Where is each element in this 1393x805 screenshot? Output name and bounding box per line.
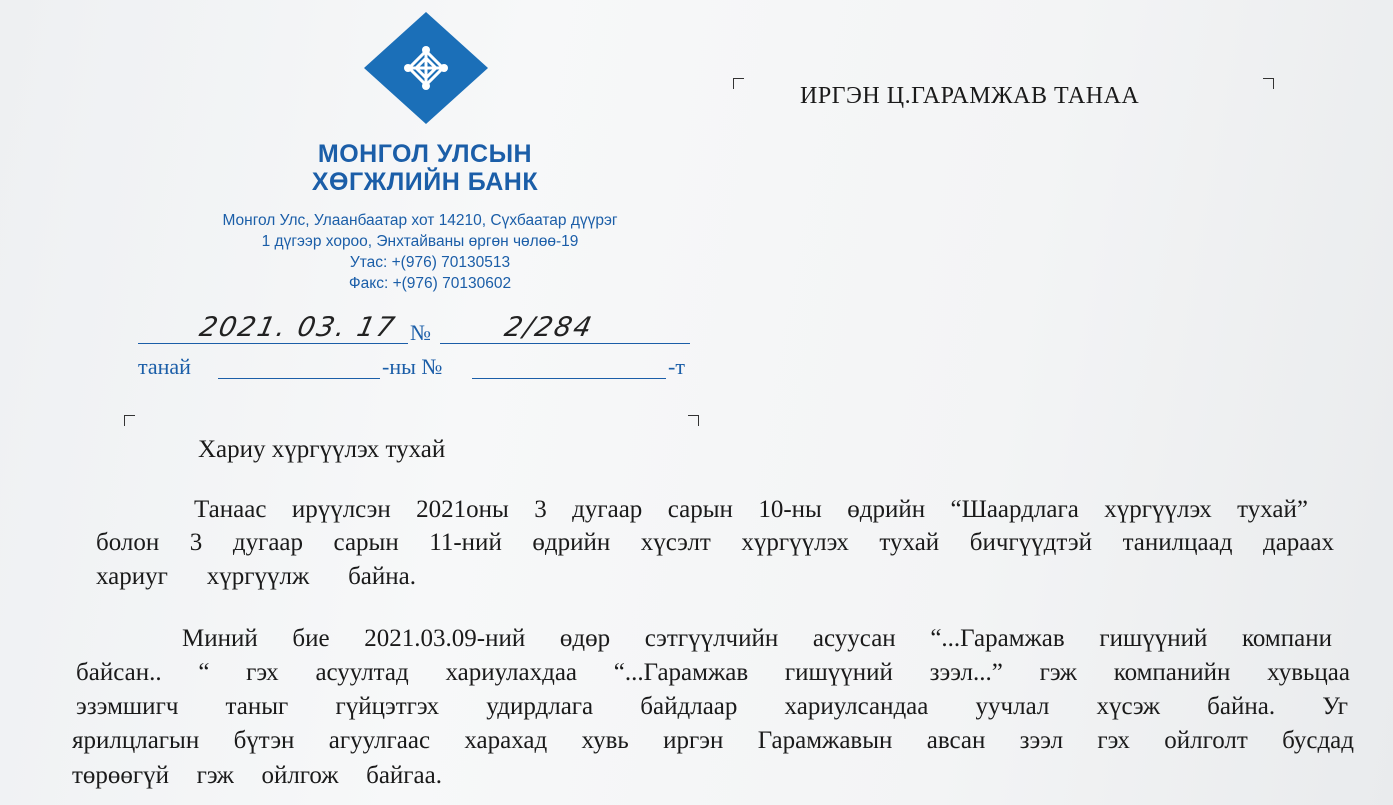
ny-number-label: -ны №: [382, 354, 443, 379]
t-label: -т: [668, 354, 685, 379]
number-underline: [440, 343, 690, 344]
number-label: №: [410, 320, 431, 345]
bank-name: [250, 140, 600, 196]
address-line2: 1 дүгээр хороо, Энхтайваны өргөн чөлөө-19: [261, 233, 579, 250]
address-line1: Монгол Улс, Улаанбаатар хот 14210, Сүхбаатар дүүрэг: [222, 212, 618, 229]
bank-name-line1: МОНГОЛ УЛСЫН: [317, 140, 533, 168]
paragraph1-line3: хариуг хүргүүлж байна.: [96, 563, 416, 590]
addressee-bracket-right: [1263, 78, 1274, 89]
bank-name-line2: ХӨГЖЛИЙН БАНК: [311, 168, 539, 196]
paragraph2-line3: эзэмшигч таныг гүйцэтгэх удирдлага байдлаар хариулсандаа уучлал хүсэж байна. Уг: [76, 693, 1348, 720]
handwritten-date: 2021. 03. 17: [196, 312, 400, 343]
your-date-underline: [218, 378, 380, 379]
addressee-bracket-left: [733, 78, 744, 89]
your-number-underline: [472, 378, 666, 379]
fax-line: Факс: +(976) 70130602: [348, 275, 512, 292]
paragraph1-line2: болон 3 дугаар сарын 11-ний өдрийн хүсэлт хүргүүлэх тухай бичгүүдтэй танилцаад дараах: [96, 529, 1334, 556]
paragraph1-line1: Танаас ирүүлсэн 2021оны 3 дугаар сарын 10-ны өдрийн “Шаардлага хүргүүлэх тухай”: [194, 496, 1308, 523]
paragraph2-line5: төрөөгүй гэж ойлгож байгаа.: [72, 762, 442, 789]
date-underline: [138, 343, 408, 344]
subject-bracket-right: [688, 415, 699, 426]
your-label: танай: [138, 354, 191, 379]
subject: Хариу хүргүүлэх тухай: [198, 436, 446, 463]
paragraph2-line2: байсан.. “ гэх асуултад хариулахдаа “...Гарамжав гишүүний зээл...” гэж компанийн хувьцаа: [76, 659, 1350, 686]
phone-line: Утас: +(976) 70130513: [349, 254, 511, 271]
subject-bracket-left: [124, 415, 135, 426]
paragraph2-line4: ярилцлагын бүтэн агуулгаас харахад хувь иргэн Гарамжавын авсан зээл гэх ойлголт бусдад: [72, 727, 1354, 754]
handwritten-number: 2/284: [501, 312, 597, 343]
bank-logo-icon: [364, 12, 488, 124]
paragraph2-line1: Миний бие 2021.03.09-ний өдөр сэтгүүлчийн асуусан “...Гарамжав гишүүний компани: [182, 625, 1332, 652]
addressee: ИРГЭН Ц.ГАРАМЖАВ ТАНАА: [800, 83, 1140, 109]
